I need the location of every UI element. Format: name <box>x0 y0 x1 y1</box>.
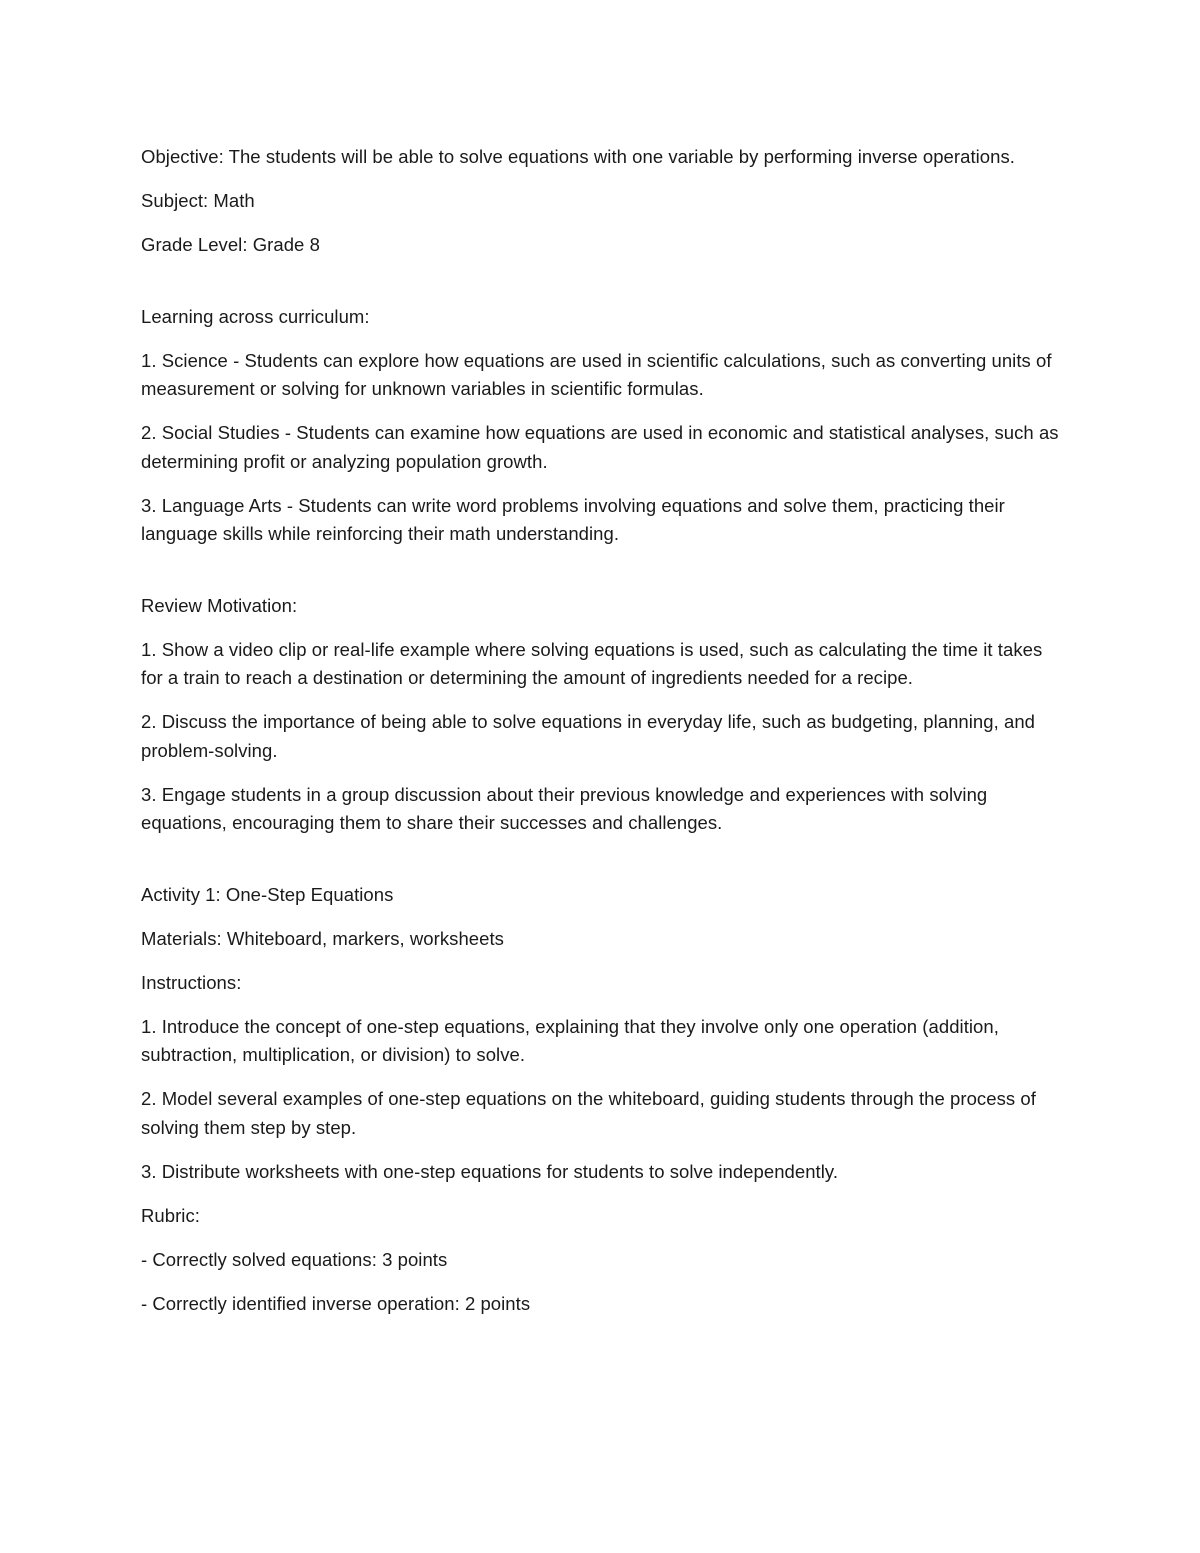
motivation-item-3: 3. Engage students in a group discussion about their previous knowledge and experiences with solving equations, encouraging them to share their successes and challenges. <box>141 783 988 833</box>
curriculum-item-language-arts: 3. Language Arts - Students can write word problems involving equations and solve them, practicing their language skills while reinforcing their math understanding. <box>141 494 1005 544</box>
grade-level-text: Grade Level: Grade 8 <box>141 234 320 255</box>
activity-1-instructions-heading: Instructions: <box>141 971 242 993</box>
instruction-item-2: 2. Model several examples of one-step equations on the whiteboard, guiding students through the process of solving them step by step. <box>141 1088 1036 1138</box>
activity-1-materials: Materials: Whiteboard, markers, worksheets <box>141 927 504 949</box>
activity-1-heading: Activity 1: One-Step Equations <box>141 883 394 905</box>
rubric-heading: Rubric: <box>141 1204 200 1226</box>
learning-across-curriculum-heading: Learning across curriculum: <box>141 305 370 327</box>
rubric-item-2: - Correctly identified inverse operation: 2 points <box>141 1292 531 1314</box>
curriculum-item-science: 1. Science - Students can explore how equations are used in scientific calculations, such as converting units of measurement or solving for unknown variables in scientific formulas. <box>141 349 1052 399</box>
review-motivation-heading: Review Motivation: <box>141 594 298 616</box>
motivation-item-2: 2. Discuss the importance of being able to solve equations in everyday life, such as budgeting, planning, and problem-solving. <box>141 711 1036 761</box>
instruction-item-1: 1. Introduce the concept of one-step equations, explaining that they involve only one operation (addition, subtraction, multiplication, or division) to solve. <box>141 1015 999 1065</box>
motivation-item-1: 1. Show a video clip or real-life example where solving equations is used, such as calculating the time it takes for a train to reach a destination or determining the amount of ingredients needed for a recipe. <box>141 638 1043 688</box>
rubric-item-1: - Correctly solved equations: 3 points <box>141 1248 448 1270</box>
document-page <box>141 143 1061 1334</box>
subject-text: Subject: Math <box>141 190 255 211</box>
instruction-item-3: 3. Distribute worksheets with one-step equations for students to solve independently. <box>141 1160 839 1182</box>
curriculum-item-social-studies: 2. Social Studies - Students can examine how equations are used in economic and statistical analyses, such as determining profit or analyzing population growth. <box>141 422 1059 472</box>
objective-text: Objective: The students will be able to solve equations with one variable by performing inverse operations. <box>141 146 1015 167</box>
